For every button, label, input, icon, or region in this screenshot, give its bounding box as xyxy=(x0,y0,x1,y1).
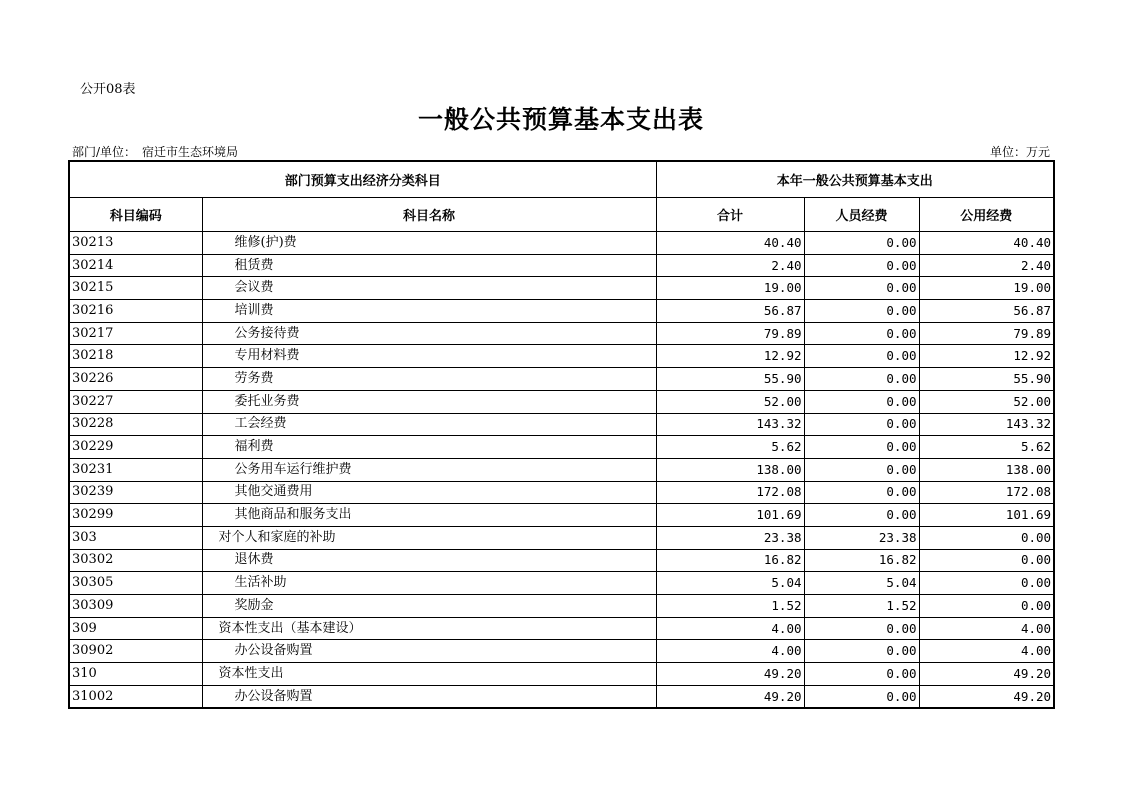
table-body xyxy=(69,232,1054,709)
row-public: 172.08 xyxy=(919,481,1054,504)
row-personnel: 0.00 xyxy=(804,436,919,459)
row-public: 19.00 xyxy=(919,277,1054,300)
row-personnel: 0.00 xyxy=(804,413,919,436)
row-name: 委托业务费 xyxy=(202,390,656,413)
row-public: 0.00 xyxy=(919,595,1054,618)
row-public: 0.00 xyxy=(919,526,1054,549)
header-group-row xyxy=(69,161,1054,198)
row-name: 工会经费 xyxy=(202,413,656,436)
table-row xyxy=(69,572,1054,595)
table-row xyxy=(69,232,1054,255)
row-personnel: 0.00 xyxy=(804,368,919,391)
table-row xyxy=(69,390,1054,413)
table-row xyxy=(69,663,1054,686)
row-public: 2.40 xyxy=(919,254,1054,277)
row-public: 4.00 xyxy=(919,640,1054,663)
header-column-row xyxy=(69,198,1054,232)
table-row xyxy=(69,549,1054,572)
table-row xyxy=(69,368,1054,391)
row-personnel: 0.00 xyxy=(804,322,919,345)
header-total: 合计 xyxy=(656,198,804,232)
row-total: 143.32 xyxy=(656,413,804,436)
row-name: 福利费 xyxy=(202,436,656,459)
row-total: 52.00 xyxy=(656,390,804,413)
row-code: 30299 xyxy=(69,504,202,527)
table-row xyxy=(69,345,1054,368)
row-name: 办公设备购置 xyxy=(202,685,656,708)
row-total: 19.00 xyxy=(656,277,804,300)
row-total: 4.00 xyxy=(656,617,804,640)
row-total: 49.20 xyxy=(656,685,804,708)
row-total: 12.92 xyxy=(656,345,804,368)
row-total: 101.69 xyxy=(656,504,804,527)
row-name: 资本性支出 xyxy=(202,663,656,686)
row-total: 2.40 xyxy=(656,254,804,277)
row-personnel: 0.00 xyxy=(804,254,919,277)
row-name: 办公设备购置 xyxy=(202,640,656,663)
row-public: 40.40 xyxy=(919,232,1054,255)
row-personnel: 16.82 xyxy=(804,549,919,572)
row-total: 16.82 xyxy=(656,549,804,572)
row-public: 0.00 xyxy=(919,572,1054,595)
table-row xyxy=(69,595,1054,618)
row-public: 143.32 xyxy=(919,413,1054,436)
row-name: 资本性支出（基本建设） xyxy=(202,617,656,640)
row-personnel: 0.00 xyxy=(804,481,919,504)
row-code: 30218 xyxy=(69,345,202,368)
row-code: 30228 xyxy=(69,413,202,436)
row-code: 303 xyxy=(69,526,202,549)
table-row xyxy=(69,277,1054,300)
row-total: 1.52 xyxy=(656,595,804,618)
header-name: 科目名称 xyxy=(202,198,656,232)
row-name: 维修(护)费 xyxy=(202,232,656,255)
row-code: 31002 xyxy=(69,685,202,708)
table-row xyxy=(69,413,1054,436)
row-code: 30305 xyxy=(69,572,202,595)
table-row xyxy=(69,640,1054,663)
row-total: 56.87 xyxy=(656,300,804,323)
row-code: 30239 xyxy=(69,481,202,504)
row-name: 租赁费 xyxy=(202,254,656,277)
table-row xyxy=(69,254,1054,277)
table-row xyxy=(69,504,1054,527)
page-title: 一般公共预算基本支出表 xyxy=(417,105,704,134)
row-total: 55.90 xyxy=(656,368,804,391)
row-public: 12.92 xyxy=(919,345,1054,368)
row-code: 30217 xyxy=(69,322,202,345)
row-code: 30216 xyxy=(69,300,202,323)
row-name: 公务接待费 xyxy=(202,322,656,345)
table-row xyxy=(69,458,1054,481)
row-personnel: 0.00 xyxy=(804,504,919,527)
row-personnel: 0.00 xyxy=(804,458,919,481)
row-personnel: 0.00 xyxy=(804,617,919,640)
row-public: 56.87 xyxy=(919,300,1054,323)
row-personnel: 0.00 xyxy=(804,390,919,413)
row-name: 公务用车运行维护费 xyxy=(202,458,656,481)
row-total: 49.20 xyxy=(656,663,804,686)
header-group-basic-expenditure: 本年一般公共预算基本支出 xyxy=(656,161,1054,198)
row-name: 培训费 xyxy=(202,300,656,323)
row-personnel: 5.04 xyxy=(804,572,919,595)
row-code: 30215 xyxy=(69,277,202,300)
table-row xyxy=(69,300,1054,323)
form-number: 公开08表 xyxy=(80,82,136,97)
row-public: 52.00 xyxy=(919,390,1054,413)
row-personnel: 23.38 xyxy=(804,526,919,549)
row-name: 其他商品和服务支出 xyxy=(202,504,656,527)
budget-table xyxy=(68,160,1055,709)
row-public: 5.62 xyxy=(919,436,1054,459)
department-label: 部门/单位： 宿迁市生态环境局 xyxy=(72,145,239,159)
header-public: 公用经费 xyxy=(919,198,1054,232)
row-public: 49.20 xyxy=(919,685,1054,708)
row-personnel: 0.00 xyxy=(804,232,919,255)
row-total: 5.04 xyxy=(656,572,804,595)
row-code: 309 xyxy=(69,617,202,640)
table-row xyxy=(69,322,1054,345)
row-personnel: 0.00 xyxy=(804,345,919,368)
table-row xyxy=(69,617,1054,640)
row-code: 30309 xyxy=(69,595,202,618)
row-code: 30231 xyxy=(69,458,202,481)
row-code: 30302 xyxy=(69,549,202,572)
row-public: 101.69 xyxy=(919,504,1054,527)
row-total: 138.00 xyxy=(656,458,804,481)
header-code: 科目编码 xyxy=(69,198,202,232)
row-public: 55.90 xyxy=(919,368,1054,391)
row-name: 会议费 xyxy=(202,277,656,300)
row-total: 4.00 xyxy=(656,640,804,663)
row-name: 奖励金 xyxy=(202,595,656,618)
unit-label: 单位：万元 xyxy=(989,145,1050,159)
row-public: 79.89 xyxy=(919,322,1054,345)
row-total: 5.62 xyxy=(656,436,804,459)
row-public: 4.00 xyxy=(919,617,1054,640)
header-personnel: 人员经费 xyxy=(804,198,919,232)
table-row xyxy=(69,481,1054,504)
row-code: 30226 xyxy=(69,368,202,391)
row-name: 对个人和家庭的补助 xyxy=(202,526,656,549)
row-name: 专用材料费 xyxy=(202,345,656,368)
row-name: 生活补助 xyxy=(202,572,656,595)
row-personnel: 0.00 xyxy=(804,663,919,686)
row-personnel: 0.00 xyxy=(804,277,919,300)
table-row xyxy=(69,685,1054,708)
row-code: 30902 xyxy=(69,640,202,663)
header-group-economic-category: 部门预算支出经济分类科目 xyxy=(69,161,656,198)
row-personnel: 0.00 xyxy=(804,685,919,708)
row-public: 0.00 xyxy=(919,549,1054,572)
row-name: 其他交通费用 xyxy=(202,481,656,504)
row-code: 30213 xyxy=(69,232,202,255)
table-row xyxy=(69,526,1054,549)
row-personnel: 0.00 xyxy=(804,300,919,323)
row-name: 退休费 xyxy=(202,549,656,572)
row-public: 49.20 xyxy=(919,663,1054,686)
row-personnel: 0.00 xyxy=(804,640,919,663)
row-public: 138.00 xyxy=(919,458,1054,481)
table-row xyxy=(69,436,1054,459)
row-total: 40.40 xyxy=(656,232,804,255)
row-code: 310 xyxy=(69,663,202,686)
row-code: 30229 xyxy=(69,436,202,459)
row-total: 172.08 xyxy=(656,481,804,504)
row-code: 30227 xyxy=(69,390,202,413)
row-total: 23.38 xyxy=(656,526,804,549)
row-name: 劳务费 xyxy=(202,368,656,391)
row-code: 30214 xyxy=(69,254,202,277)
row-personnel: 1.52 xyxy=(804,595,919,618)
row-total: 79.89 xyxy=(656,322,804,345)
